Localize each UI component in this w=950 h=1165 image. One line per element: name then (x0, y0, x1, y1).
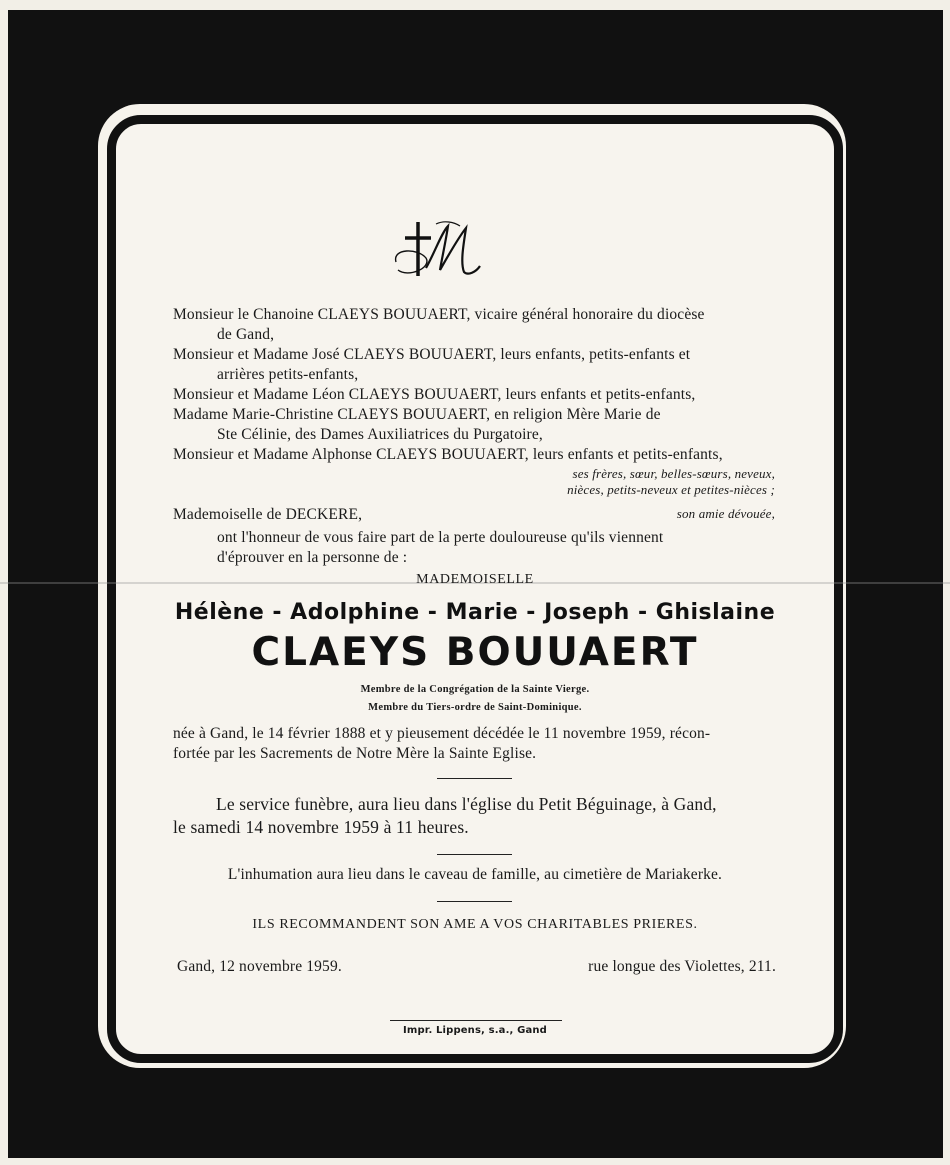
membership-2: Membre du Tiers-ordre de Saint-Dominique. (368, 702, 582, 713)
announce-line-1: ont l'honneur de vous faire part de la perte douloureuse qu'ils viennent (217, 529, 664, 546)
birth-line-2: fortée par les Sacrements de Notre Mère la Sainte Eglise. (173, 745, 537, 762)
family-line-2-cont: arrières petits-enfants, (217, 366, 359, 383)
place-date: Gand, 12 novembre 1959. (177, 958, 342, 975)
forenames: Hélène - Adolphine - Marie - Joseph - Ghislaine (174, 600, 776, 625)
printer-rule (390, 1020, 562, 1021)
friend-role: son amie dévouée, (676, 506, 775, 521)
printer-credit: Impr. Lippens, s.a., Gand (403, 1025, 547, 1036)
birth-line-1: née à Gand, le 14 février 1888 et y pieusement décédée le 11 novembre 1959, récon- (173, 725, 711, 742)
address: rue longue des Violettes, 211. (588, 958, 776, 975)
divider-2 (437, 854, 512, 855)
divider-3 (437, 901, 512, 902)
announce-line-2: d'éprouver en la personne de : (217, 549, 408, 566)
service-line-2: le samedi 14 novembre 1959 à 11 heures. (173, 817, 469, 837)
service-line-1: Le service funèbre, aura lieu dans l'église du Petit Béguinage, à Gand, (216, 794, 717, 814)
surname: CLAEYS BOUUAERT (251, 630, 699, 675)
family-line-4-cont: Ste Célinie, des Dames Auxiliatrices du Purgatoire, (217, 426, 543, 443)
title: MADEMOISELLE (416, 572, 534, 587)
divider-1 (437, 778, 512, 779)
relatives-line-2: nièces, petits-neveux et petites-nièces ; (567, 482, 775, 497)
family-line-1: Monsieur le Chanoine CLAEYS BOUUAERT, vicaire général honoraire du diocèse (173, 306, 705, 323)
family-line-3: Monsieur et Madame Léon CLAEYS BOUUAERT, leurs enfants et petits-enfants, (173, 386, 696, 403)
family-line-1-cont: de Gand, (217, 326, 275, 343)
cross-monogram-icon (388, 218, 488, 288)
family-line-4: Madame Marie-Christine CLAEYS BOUUAERT, en religion Mère Marie de (173, 406, 661, 423)
relatives-line-1: ses frères, sœur, belles-sœurs, neveux, (572, 466, 775, 481)
family-line-5: Monsieur et Madame Alphonse CLAEYS BOUUAERT, leurs enfants et petits-enfants, (173, 446, 723, 463)
burial-line: L'inhumation aura lieu dans le caveau de famille, au cimetière de Mariakerke. (227, 866, 723, 883)
friend-name: Mademoiselle de DECKERE, (173, 506, 363, 523)
prayers-line: ILS RECOMMANDENT SON AME A VOS CHARITABLES PRIERES. (252, 917, 698, 932)
membership-1: Membre de la Congrégation de la Sainte Vierge. (360, 684, 590, 695)
family-line-2: Monsieur et Madame José CLAEYS BOUUAERT, leurs enfants, petits-enfants et (173, 346, 691, 363)
